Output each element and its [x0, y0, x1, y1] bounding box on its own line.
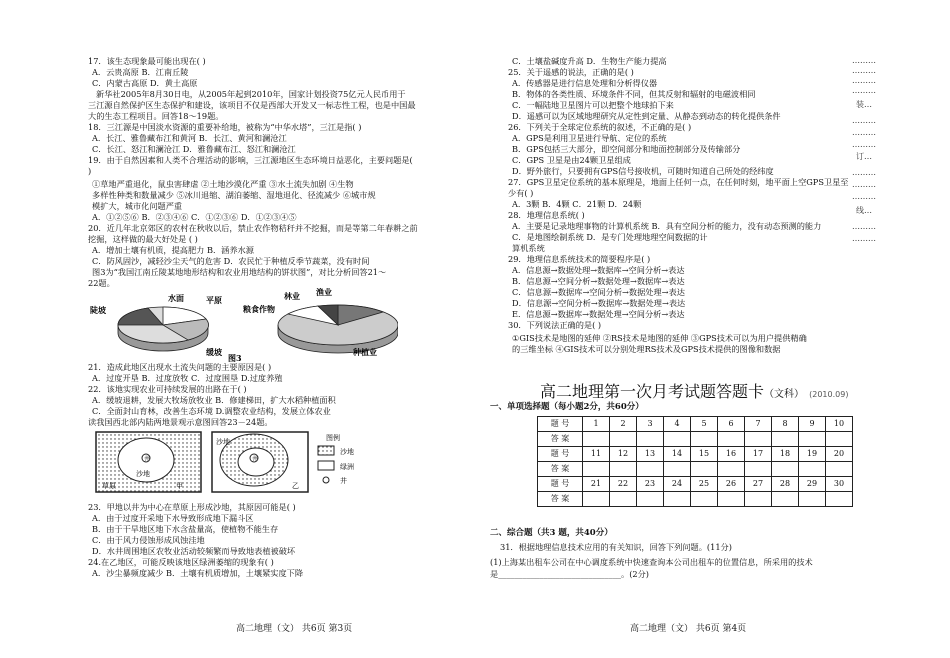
binding-mark-zhuang: 装…	[856, 100, 872, 109]
legend-item: 井	[340, 477, 347, 485]
q-num: 18	[772, 447, 799, 462]
q23-d: D．水井周围地区农牧业活动较频繁而导致地表植被破坏	[92, 546, 296, 556]
answer-cell[interactable]	[826, 492, 853, 507]
q26-a: A．GPS是利用卫星进行导航、定位的系统	[512, 133, 667, 143]
answer-cell[interactable]	[772, 492, 799, 507]
table-row	[538, 462, 853, 477]
binding-dots: ………	[852, 222, 876, 231]
q30-items-1: ①GIS技术是地图的延伸 ②RS技术是地图的延伸 ③GPS技术可以为用户提供精确	[512, 333, 807, 343]
footer-left: 高二地理（文） 共6页 第3页	[236, 624, 353, 634]
answer-cell[interactable]	[718, 462, 745, 477]
q-num: 5	[691, 417, 718, 432]
q28-ab: A．主要是记录地理事物的计算机系统 B．具有空间分析的能力，没有动态预测的能力	[512, 221, 822, 231]
table-row	[538, 447, 853, 462]
answer-cell[interactable]	[826, 462, 853, 477]
binding-dots: ………	[852, 180, 876, 189]
q-num: 26	[718, 477, 745, 492]
table-row	[538, 417, 853, 432]
q-num: 10	[826, 417, 853, 432]
map-label: 井	[252, 456, 259, 463]
figure-caption: 图3	[228, 353, 242, 363]
answer-cell[interactable]	[718, 492, 745, 507]
q18-opt-ab: A．长江、雅鲁藏布江和黄河 B．长江、黄河和澜沧江	[92, 133, 287, 143]
q-num: 12	[610, 447, 637, 462]
row-label: 题 号	[538, 417, 583, 432]
map-intro: 读我国西北部内陆两地景观示意图回答23－24题。	[88, 417, 273, 427]
q19-items-2: 多样性种类和数量减少 ⑤冰川退缩、湖泊萎缩、湿地退化、径流减少 ⑥城市规	[92, 190, 376, 200]
title-date: (2010.09)	[809, 390, 849, 399]
q-num: 14	[664, 447, 691, 462]
answer-cell[interactable]	[826, 432, 853, 447]
q23-b: B．由于干旱地区地下水含盐量高，使植物不能生存	[92, 524, 279, 534]
legend-item: 绿洲	[340, 463, 354, 471]
passage-18-19-l3: 大的生态工程项目。回答18～19题。	[88, 111, 224, 121]
answer-cell[interactable]	[664, 462, 691, 477]
row-label: 题 号	[538, 477, 583, 492]
pie1-label: 水面	[168, 293, 184, 303]
q20-cont: 挖掘，这样做的最大好处是 ( )	[88, 234, 198, 244]
answer-cell[interactable]	[718, 432, 745, 447]
landscape-maps	[94, 430, 424, 496]
row-label: 答 案	[538, 492, 583, 507]
q17-opt-ab: A．云贵高原 B．江南丘陵	[92, 67, 189, 77]
q-num: 27	[745, 477, 772, 492]
q29-b: B．信息源→空间分析→数据处理→数据库→表达	[512, 276, 685, 286]
answer-cell[interactable]	[583, 492, 610, 507]
q-num: 8	[772, 417, 799, 432]
q25: 25．关于遥感的说法，正确的是( )	[508, 67, 634, 77]
pie2-label: 渔业	[316, 287, 332, 297]
q21-options: A．过度开垦 B．过度放牧 C．过度围垦 D.过度养殖	[92, 373, 283, 383]
q31-part1-answer[interactable]: 是______________________________。(2分)	[490, 569, 649, 579]
binding-dots: ………	[852, 168, 876, 177]
q19: 19．由于自然因素和人类不合理活动的影响，三江源地区生态环境日益恶化，主要问题是(	[88, 155, 413, 165]
q23-c: C．由于风力侵蚀形成风蚀洼地	[92, 535, 205, 545]
q-num: 20	[826, 447, 853, 462]
q-num: 17	[745, 447, 772, 462]
answer-cell[interactable]	[664, 432, 691, 447]
pie2-label: 粮食作物	[243, 304, 275, 314]
q-num: 15	[691, 447, 718, 462]
answer-cell[interactable]	[691, 462, 718, 477]
q-num: 22	[610, 477, 637, 492]
q28-cd: C．是地图绘制系统 D．是专门处理地理空间数据的计	[512, 232, 708, 242]
q25-a: A．传感器是进行信息处理和分析得仪器	[512, 78, 658, 88]
legend-title: 图例	[326, 434, 340, 442]
q23-a: A．由于过度开采地下水导致形成地下漏斗区	[92, 513, 254, 523]
q27-cont: 少有( )	[508, 188, 534, 198]
q25-b: B．物体的各类性质、环境条件不同，但其反射和辐射的电磁波相同	[512, 89, 756, 99]
q25-c: C．一幅陆地卫星图片可以把整个地球拍下来	[512, 100, 674, 110]
q-num: 23	[637, 477, 664, 492]
pie1-label: 缓坡	[206, 347, 222, 357]
q25-d: D．遥感可以为区域地理研究从定性到定量、从静态到动态的转化提供条件	[512, 111, 781, 121]
q-num: 4	[664, 417, 691, 432]
q27-options: A．3颗 B．4颗 C．21颗 D．24颗	[512, 199, 642, 209]
q-num: 21	[583, 477, 610, 492]
row-label: 题 号	[538, 447, 583, 462]
q18: 18．三江源是中国淡水资源的重要补给地，被称为“中华水塔”，三江是指( )	[88, 122, 362, 132]
answer-cell[interactable]	[610, 462, 637, 477]
answer-cell[interactable]	[799, 462, 826, 477]
q24-opt-ab: A．沙尘暴频度减少 B．土壤有机质增加，土壤紧实度下降	[92, 568, 304, 578]
title-sub: （文科）	[764, 389, 805, 400]
q29-e: E．信息源→数据库→数据处理→空间分析→表达	[512, 309, 685, 319]
q30-items-2: 的三维坐标 ④GIS技术可以分别处理RS技术及GPS技术提供的图像和数据	[512, 344, 781, 354]
q-num: 1	[583, 417, 610, 432]
binding-dots: ………	[852, 76, 876, 85]
q20: 20．近几年北京郊区的农村在秋收以后，禁止农作物秸秆并不挖掘，而是等第二年春耕之前	[88, 223, 418, 233]
q-num: 3	[637, 417, 664, 432]
q22: 22．该地实现农业可持续发展的出路在于( )	[88, 384, 247, 394]
q-num: 7	[745, 417, 772, 432]
binding-dots: ………	[852, 192, 876, 201]
pie1-label: 平原	[206, 295, 222, 305]
answer-cell[interactable]	[745, 432, 772, 447]
q19-items-3: 模扩大，城市化问题严重	[92, 201, 183, 211]
answer-cell[interactable]	[772, 432, 799, 447]
q26-b: B．GPS包括三大部分，即空间部分和地面控制部分及传输部分	[512, 144, 741, 154]
binding-mark-ding: 订…	[856, 152, 872, 161]
answer-cell[interactable]	[745, 492, 772, 507]
row-label: 答 案	[538, 432, 583, 447]
pie1-label: 陡坡	[90, 305, 106, 315]
q17: 17．该生态现象最可能出现在( )	[88, 56, 206, 66]
map-label: 甲	[176, 482, 183, 490]
table-row	[538, 432, 853, 447]
q22-opt-ab: A．缓坡退耕，发展大牧场放牧业 B．修建梯田，扩大水稻种植面积	[92, 395, 336, 405]
answer-sheet-title	[540, 381, 848, 402]
q28: 28．地理信息系统( )	[508, 210, 585, 220]
binding-dots: ………	[852, 128, 876, 137]
q18-opt-cd: C．长江、怒江和澜沧江 D．雅鲁藏布江、怒江和澜沧江	[92, 144, 296, 154]
q22-opt-cd: C．全面封山育林，改善生态环境 D.调整农业结构，发展立体农业	[92, 406, 331, 416]
map-label: 沙地	[216, 438, 230, 446]
q29-c: C．信息源→数据库→空间分析→数据处理→表达	[512, 287, 685, 297]
map-label: 井	[144, 456, 151, 463]
pie-agri	[278, 305, 398, 353]
answer-cell[interactable]	[583, 432, 610, 447]
q20-opt-ab: A．增加土壤有机质，提高肥力 B．涵养水源	[92, 245, 254, 255]
q19-options: A．①②⑤⑥ B．②③④⑥ C．①②③⑥ D．①②③④⑤	[92, 212, 297, 222]
q-num: 28	[772, 477, 799, 492]
q-num: 16	[718, 447, 745, 462]
section-2-heading: 二、综合题（共3 题，共40分）	[490, 528, 613, 538]
q23: 23．甲地以井为中心在草原上形成沙地，其原因可能是( )	[88, 502, 296, 512]
q29: 29．地理信息系统技术的简要程序是( )	[508, 254, 651, 264]
answer-cell[interactable]	[772, 462, 799, 477]
q31: 31．根据地理信息技术应用的有关知识，回答下列问题。(11分)	[500, 542, 732, 552]
answer-cell[interactable]	[610, 492, 637, 507]
q-num: 19	[799, 447, 826, 462]
answer-table	[537, 416, 853, 507]
row-label: 答 案	[538, 462, 583, 477]
answer-cell[interactable]	[799, 432, 826, 447]
q-num: 30	[826, 477, 853, 492]
q19-cont: )	[88, 166, 92, 176]
q-num: 25	[691, 477, 718, 492]
q17-opt-cd: C．内蒙古高原 D．黄土高原	[92, 78, 198, 88]
q-num: 29	[799, 477, 826, 492]
pie2-label: 种植业	[353, 347, 377, 357]
binding-dots: ………	[852, 234, 876, 243]
q24: 24.在乙地区，可能反映该地区绿洲萎缩的现象有( )	[88, 557, 274, 567]
q26-c: C．GPS 卫星是由24颗卫星组成	[512, 155, 631, 165]
map-label: 草原	[102, 482, 116, 490]
q27: 27．GPS卫星定位系统的基本原理是，地面上任何一点，在任何时刻，地平面上空GPS卫星至	[508, 177, 849, 187]
table-row	[538, 477, 853, 492]
map-legend	[318, 433, 354, 485]
answer-cell[interactable]	[799, 492, 826, 507]
q24-opt-cd: C．土壤盐碱度升高 D．生物生产能力提高	[512, 56, 667, 66]
q-num: 6	[718, 417, 745, 432]
legend-item: 沙地	[340, 448, 354, 456]
fig3-intro: 图3为“我国江南丘陵某地地形结构和农业用地结构的饼状图”，对比分析回答21～	[92, 267, 387, 277]
footer-right: 高二地理（文） 共6页 第4页	[630, 624, 747, 634]
binding-dots: ………	[852, 56, 876, 65]
binding-dots: ………	[852, 86, 876, 95]
q31-part1: (1)上海某出租车公司在中心调度系统中快速查询本公司出租车的位置信息，所采用的技术	[490, 557, 813, 567]
answer-cell[interactable]	[691, 432, 718, 447]
pie2-label: 林业	[284, 291, 300, 301]
answer-cell[interactable]	[637, 462, 664, 477]
answer-cell[interactable]	[637, 432, 664, 447]
q19-items-1: ①草地严重退化，鼠虫害肆虐 ②土地沙漠化严重 ③水土流失加剧 ④生物	[92, 179, 354, 189]
q28-cont: 算机系统	[512, 243, 545, 253]
answer-cell[interactable]	[745, 462, 772, 477]
map-label: 乙	[292, 482, 299, 490]
q-num: 24	[664, 477, 691, 492]
pie-terrain	[118, 307, 208, 351]
binding-mark-xian: 线…	[856, 206, 872, 215]
q29-d: D．信息源→空间分析→数据库→数据处理→表达	[512, 298, 686, 308]
q26: 26．下列关于全球定位系统的叙述，不正确的是( )	[508, 122, 692, 132]
q-num: 9	[799, 417, 826, 432]
fig3-intro-2: 22题。	[88, 278, 115, 288]
section-1-heading: 一、单项选择题（每小题2分，共60分）	[490, 402, 644, 412]
answer-cell[interactable]	[583, 462, 610, 477]
q26-d: D．野外旅行，只要拥有GPS信号接收机，可随时知道自己所处的经纬度	[512, 166, 774, 176]
q-num: 2	[610, 417, 637, 432]
answer-cell[interactable]	[610, 432, 637, 447]
q29-a: A．信息源→数据处理→数据库→空间分析→表达	[512, 265, 685, 275]
answer-cell[interactable]	[637, 492, 664, 507]
title-main: 高二地理第一次月考试题答题卡	[540, 382, 765, 401]
answer-cell[interactable]	[691, 492, 718, 507]
answer-cell[interactable]	[664, 492, 691, 507]
binding-dots: ………	[852, 140, 876, 149]
figure-3-pies	[88, 285, 398, 365]
q30: 30．下列说法正确的是( )	[508, 320, 602, 330]
passage-18-19-l1: 新华社2005年8月30日电，从2005年起到2010年，国家计划投资75亿元人民币用于	[96, 89, 406, 99]
binding-dots: ………	[852, 116, 876, 125]
table-row	[538, 492, 853, 507]
map-label: 沙地	[136, 470, 150, 478]
binding-dots: ………	[852, 66, 876, 75]
q21: 21．造成此地区出现水土流失问题的主要原因是( )	[88, 362, 272, 372]
q-num: 13	[637, 447, 664, 462]
passage-18-19-l2: 三江源自然保护区生态保护和建设，该项目不仅是西部大开发又一标志性工程，也是中国最	[88, 100, 416, 110]
q-num: 11	[583, 447, 610, 462]
q20-opt-cd: C．防风固沙，减轻沙尘天气的危害 D．农民忙于种植反季节蔬菜，没有时间	[92, 256, 370, 266]
